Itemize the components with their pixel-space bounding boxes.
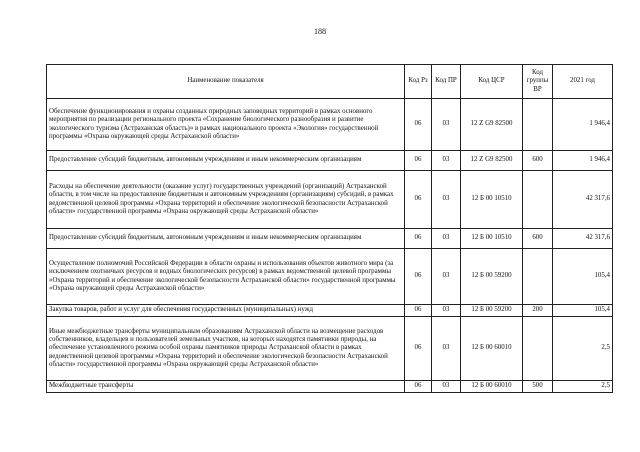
table-row (47, 99, 613, 151)
row-pr: 03 (432, 99, 461, 151)
row-vr: 500 (523, 381, 553, 393)
row-name: Предоставление субсидий бюджетным, автономным учреждениям и иным некоммерческим организациям (47, 151, 405, 171)
table-row (47, 317, 613, 381)
row-rz: 06 (405, 229, 432, 249)
row-csr: 12 Z G9 82500 (461, 151, 523, 171)
row-csr: 12 Б 00 59200 (461, 305, 523, 317)
header-pr: Код ПР (432, 65, 461, 99)
row-name: Предоставление субсидий бюджетным, автономным учреждениям и иным некоммерческим организациям (47, 229, 405, 249)
row-csr: 12 Б 00 59200 (461, 249, 523, 305)
table-row (47, 151, 613, 171)
row-rz: 06 (405, 151, 432, 171)
row-name: Закупка товаров, работ и услуг для обеспечения государственных (муниципальных) нужд (47, 305, 405, 317)
row-vr (523, 249, 553, 305)
row-csr: 12 Б 00 10510 (461, 229, 523, 249)
row-rz: 06 (405, 171, 432, 229)
row-pr: 03 (432, 249, 461, 305)
row-rz: 06 (405, 99, 432, 151)
row-vr (523, 171, 553, 229)
row-rz: 06 (405, 317, 432, 381)
table-row (47, 305, 613, 317)
page-number: 188 (314, 27, 326, 36)
row-csr: 12 Б 00 60010 (461, 317, 523, 381)
row-amount: 105,4 (553, 305, 613, 317)
row-amount: 42 317,6 (553, 171, 613, 229)
row-name: Расходы на обеспечение деятельности (оказание услуг) государственных учреждений (организаций) Астраханской области, в том числе на предоставление бюджетным и автономным учреждениям (организациям) субсидий, в рамках ведомственной целевой программы «Охрана территорий и обеспечение экологической безопасности Астраханской области» государственной программы «Охрана окружающей среды Астраханской области» (47, 171, 405, 229)
row-amount: 1 946,4 (553, 151, 613, 171)
row-pr: 03 (432, 317, 461, 381)
row-vr: 200 (523, 305, 553, 317)
row-pr: 03 (432, 171, 461, 229)
row-rz: 06 (405, 381, 432, 393)
row-vr (523, 317, 553, 381)
row-rz: 06 (405, 249, 432, 305)
header-rz: Код Рз (405, 65, 432, 99)
row-amount: 42 317,6 (553, 229, 613, 249)
row-pr: 03 (432, 305, 461, 317)
row-pr: 03 (432, 381, 461, 393)
row-csr: 12 Z G9 82500 (461, 99, 523, 151)
header-vr: Код группы ВР (523, 65, 553, 99)
row-vr: 600 (523, 229, 553, 249)
row-name: Осуществление полномочий Российской Федерации в области охраны и использования объектов животного мира (за исключением охотничьих ресурсов и водных биологических ресурсов) в рамках ведомственной целевой программы «Охрана территорий и обеспечение экологической безопасности Астраханской области» государственной программы «Охрана окружающей среды Астраханской области» (47, 249, 405, 305)
header-csr: Код ЦСР (461, 65, 523, 99)
row-amount: 1 946,4 (553, 99, 613, 151)
row-name: Межбюджетные трансферты (47, 381, 405, 393)
row-amount: 2,5 (553, 317, 613, 381)
header-name: Наименование показателя (47, 65, 405, 99)
row-name: Обеспечение функционирования и охраны созданных природных заповедных территорий в рамках основного мероприятия по реализации регионального проекта «Сохранение биологического разнообразия и развитие экологического туризма (Астраханская область)» в рамках национального проекта «Экология» государственной программы «Охрана окружающей среды Астраханской области» (47, 99, 405, 151)
row-pr: 03 (432, 151, 461, 171)
table-header-row (47, 65, 613, 99)
table-row (47, 381, 613, 393)
table-row (47, 249, 613, 305)
row-csr: 12 Б 00 60010 (461, 381, 523, 393)
table-row (47, 171, 613, 229)
row-amount: 105,4 (553, 249, 613, 305)
row-vr (523, 99, 553, 151)
table-row (47, 229, 613, 249)
budget-table (46, 64, 613, 393)
row-pr: 03 (432, 229, 461, 249)
row-csr: 12 Б 00 10510 (461, 171, 523, 229)
row-name: Иные межбюджетные трансферты муниципальным образованиям Астраханской области на возмещение расходов собственников, владельцев и пользователей земельных участков, на которых находятся памятники природы, на обеспечение установленного режима особой охраны памятников природы Астраханской области в рамках ведомственной целевой программы «Охрана территорий и обеспечение экологической безопасности Астраханской области» государственной программы «Охрана окружающей среды Астраханской области» (47, 317, 405, 381)
row-amount: 2,5 (553, 381, 613, 393)
header-year: 2021 год (553, 65, 613, 99)
row-vr: 600 (523, 151, 553, 171)
row-rz: 06 (405, 305, 432, 317)
